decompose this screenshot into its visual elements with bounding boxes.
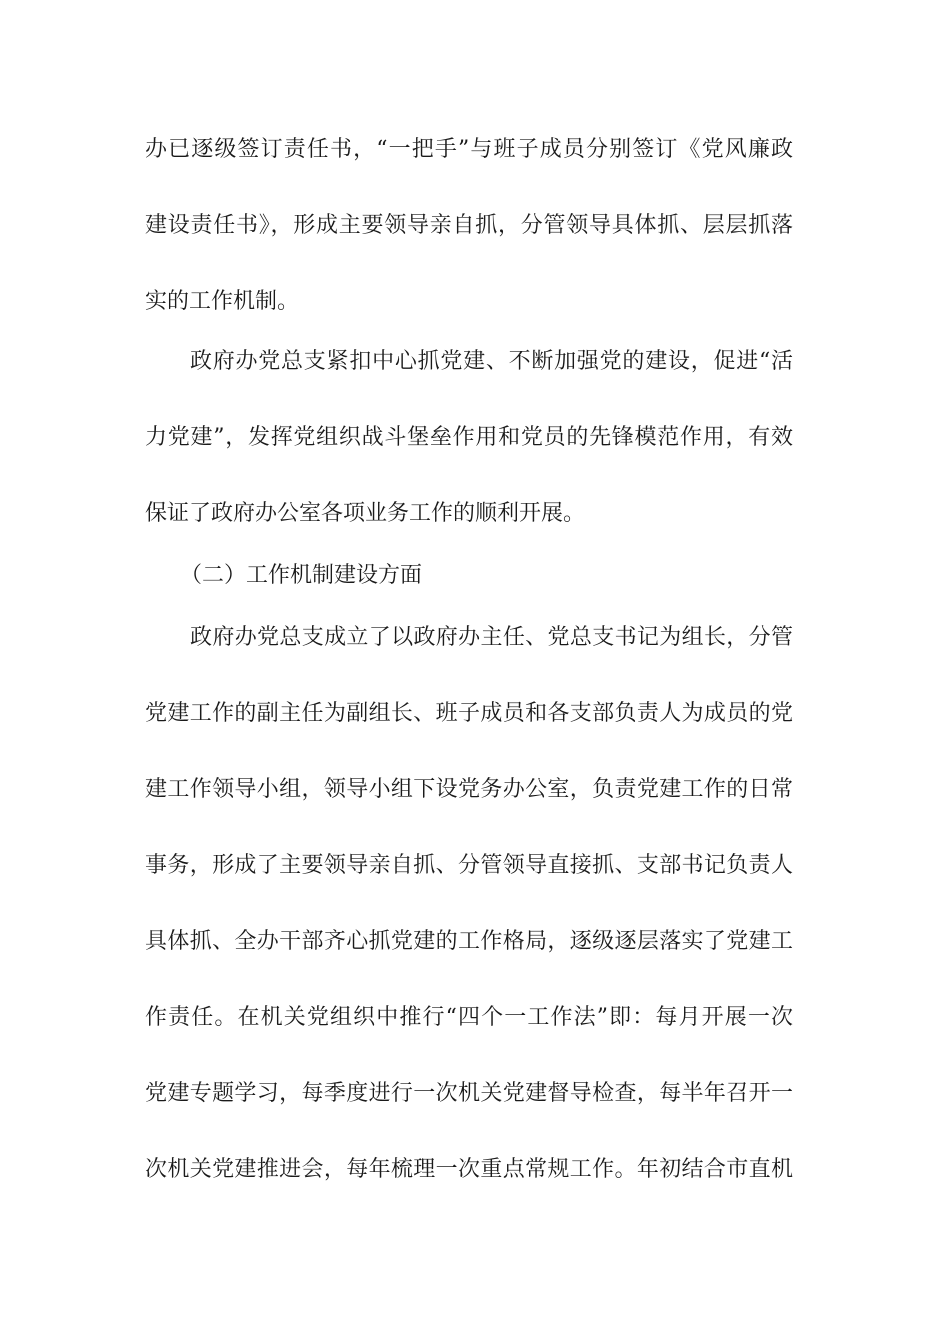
text-line: 保证了政府办公室各项业务工作的顺利开展。 <box>145 501 586 526</box>
section-heading: （二）工作机制建设方面 <box>180 563 423 588</box>
text-line: 次机关党建推进会，每年梳理一次重点常规工作。年初结合市直机 <box>145 1157 793 1182</box>
text-line: 建设责任书》，形成主要领导亲自抓，分管领导具体抓、层层抓落 <box>145 213 793 238</box>
text-line: 力党建”，发挥党组织战斗堡垒作用和党员的先锋模范作用，有效 <box>145 425 793 450</box>
text-line: 具体抓、全办干部齐心抓党建的工作格局，逐级逐层落实了党建工 <box>145 929 793 954</box>
text-line: 建工作领导小组，领导小组下设党务办公室，负责党建工作的日常 <box>145 777 793 802</box>
text-line: 办已逐级签订责任书，“一把手”与班子成员分别签订《党风廉政 <box>145 137 793 162</box>
text-line: 作责任。在机关党组织中推行“四个一工作法”即：每月开展一次 <box>145 1005 793 1030</box>
text-line: 党建专题学习，每季度进行一次机关党建督导检查，每半年召开一 <box>145 1081 793 1106</box>
text-line: 实的工作机制。 <box>145 289 300 314</box>
text-line: 党建工作的副主任为副组长、班子成员和各支部负责人为成员的党 <box>145 701 793 726</box>
paragraph-first-line: 政府办党总支成立了以政府办主任、党总支书记为组长，分管 <box>190 625 793 650</box>
text-line: 事务，形成了主要领导亲自抓、分管领导直接抓、支部书记负责人 <box>145 853 793 878</box>
paragraph-first-line: 政府办党总支紧扣中心抓党建、不断加强党的建设，促进“活 <box>190 349 793 374</box>
